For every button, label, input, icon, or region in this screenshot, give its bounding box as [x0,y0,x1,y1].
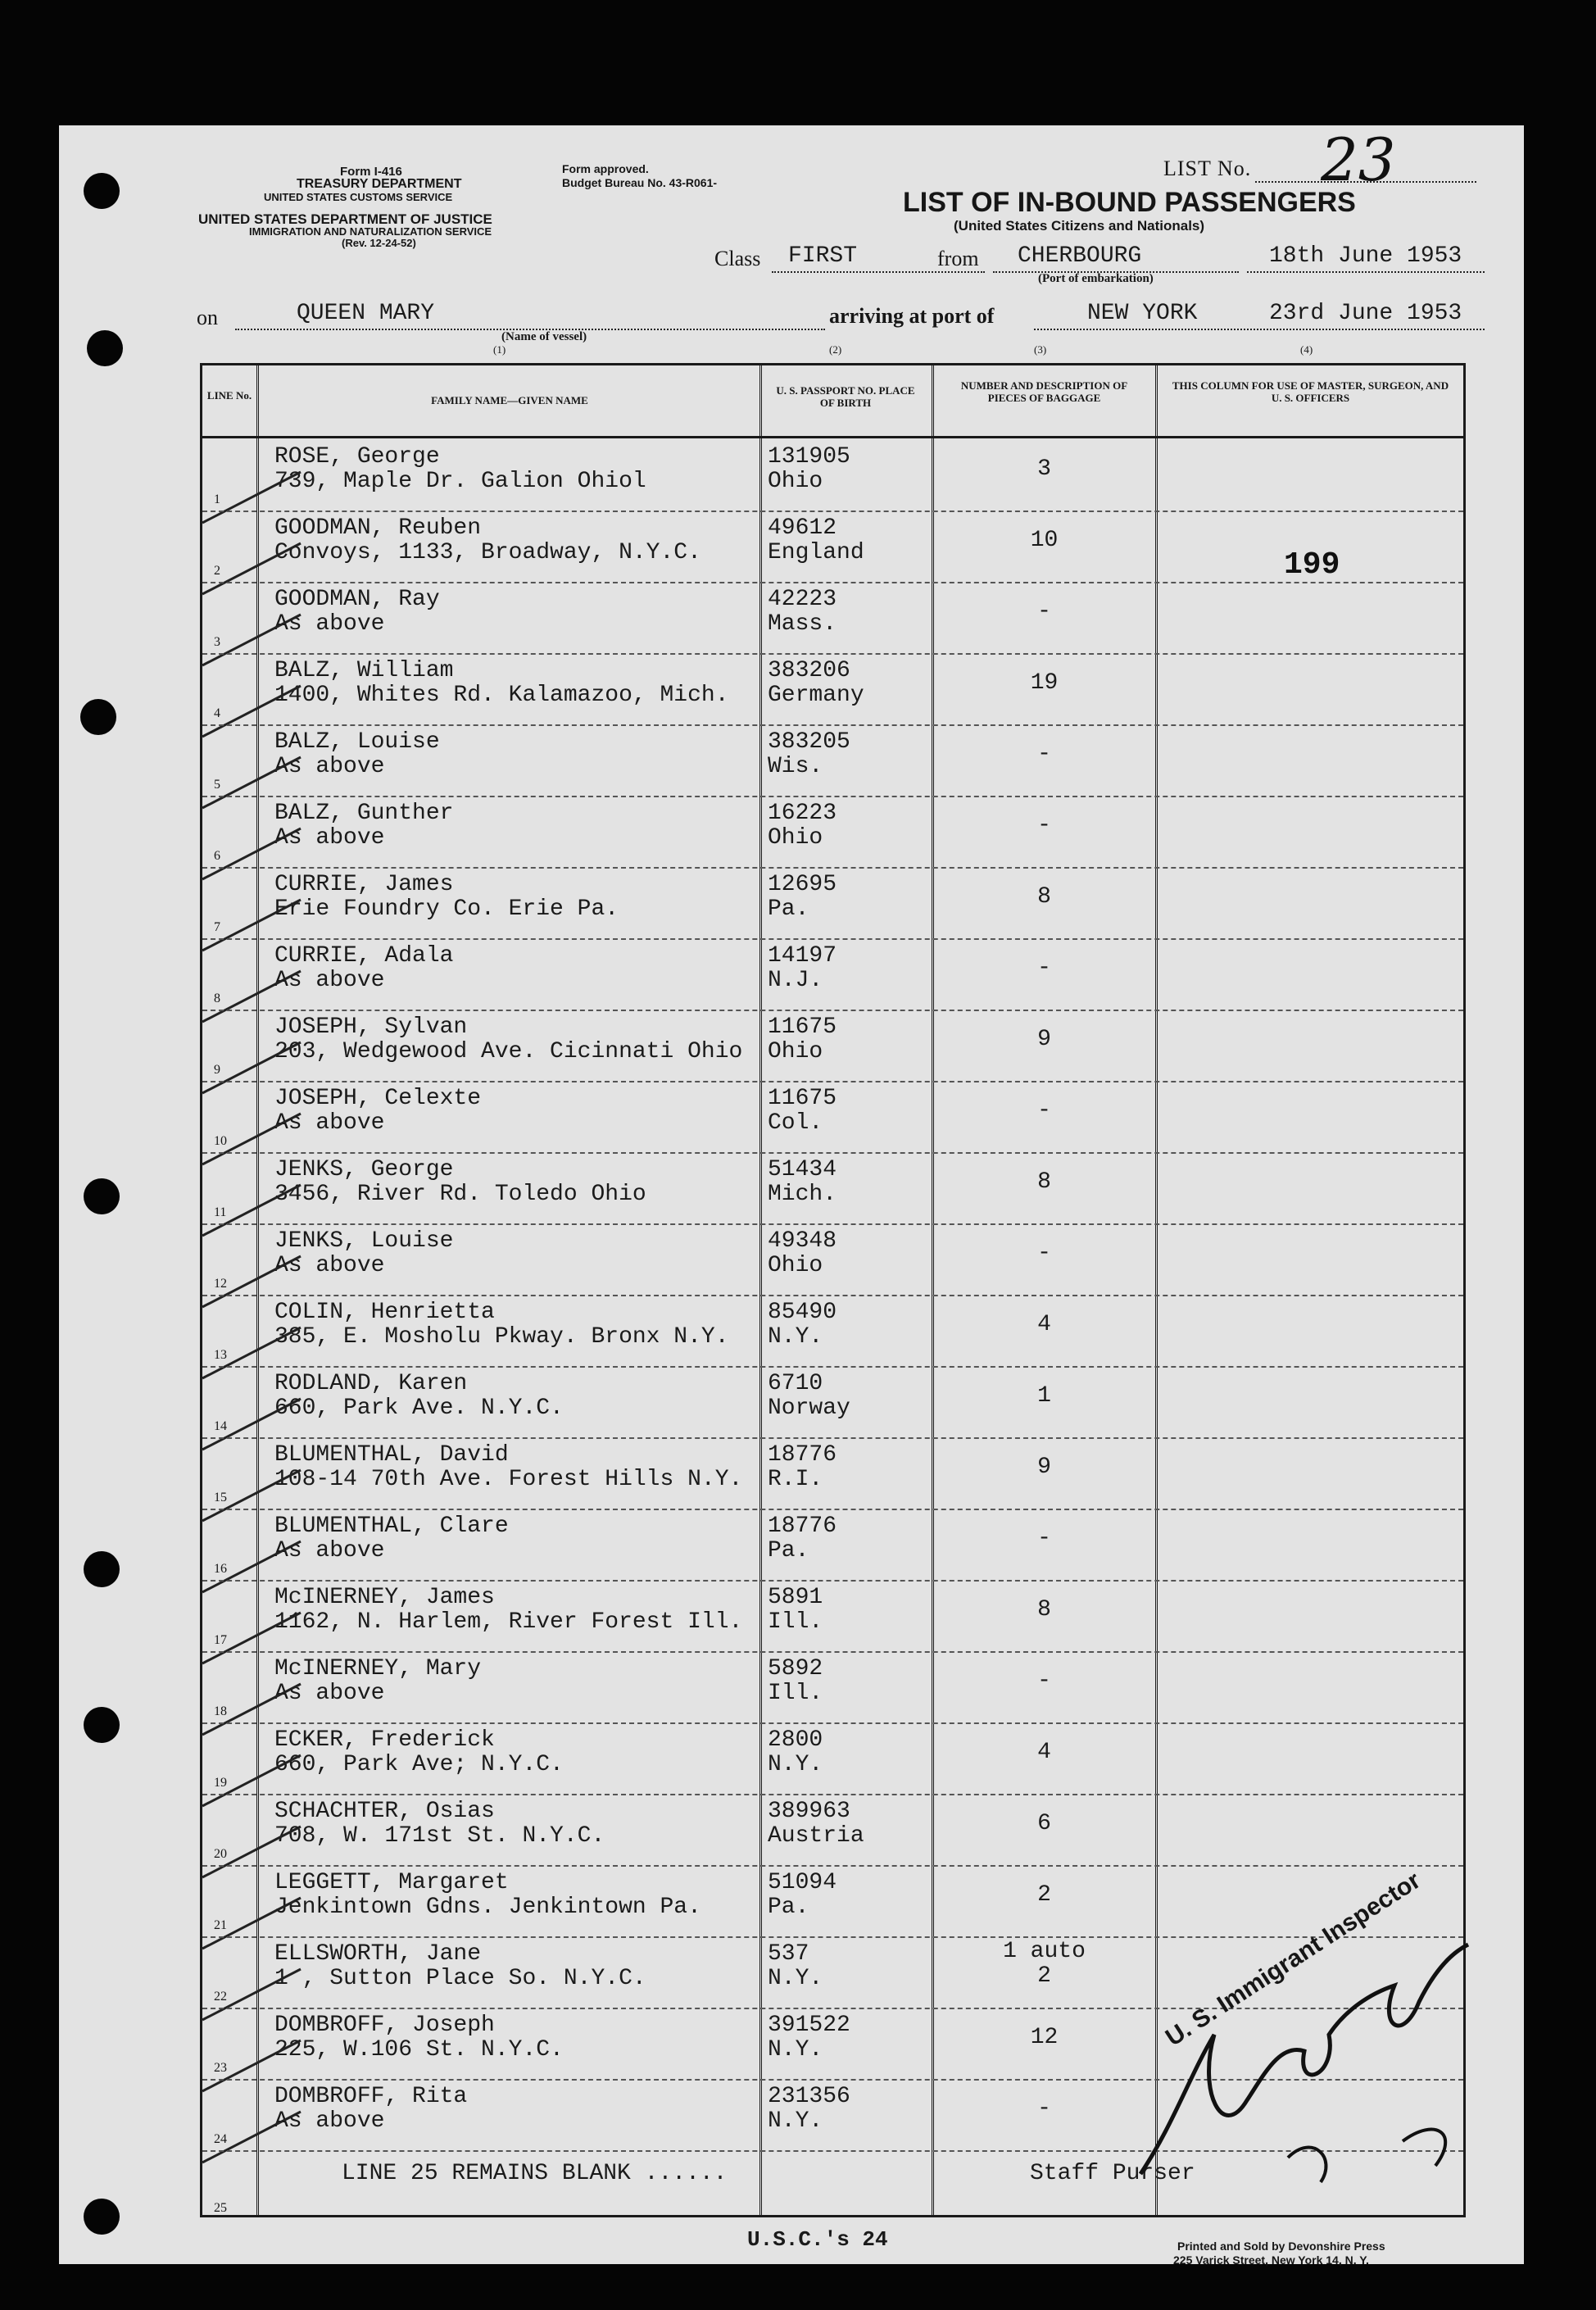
list-no-label: LIST No. [1163,157,1252,180]
table-row [202,1651,1463,1722]
baggage-count: - [1037,955,1051,981]
baggage-count: 8 [1037,1597,1051,1622]
passenger-address: 385, E. Mosholu Pkway. Bronx N.Y. [274,1324,729,1350]
passport-number: 18776 [768,1514,837,1539]
baggage-count: 2 [1037,1882,1051,1908]
budget-bureau: Budget Bureau No. 43-R061- [562,176,718,189]
inspector-stamp: U. S. Immigrant Inspector [1161,1867,1426,2052]
passenger-address: Erie Foundry Co. Erie Pa. [274,896,619,922]
passport-number: 11675 [768,1086,837,1111]
col-header-baggage: NUMBER AND DESCRIPTION OF PIECES OF BAGGAGE [960,379,1128,404]
passport-number: 51434 [768,1157,837,1182]
vessel-value: QUEEN MARY [297,301,435,326]
passenger-name: BLUMENTHAL, David [274,1442,509,1468]
form-approved: Form approved. [562,162,649,175]
page-subtitle: (United States Citizens and Nationals) [954,218,1205,234]
passenger-address: 660, Park Ave. N.Y.C. [274,1396,564,1421]
punch-hole [84,1178,120,1214]
passport-number: 5892 [768,1656,823,1681]
passport-number: 383206 [768,658,850,683]
arriving-label: arriving at port of [829,304,995,328]
passport-number: 16223 [768,801,837,826]
line-number: 2 [214,564,220,578]
table-row [202,724,1463,796]
passenger-address: As above [274,1110,385,1136]
line-number: 22 [214,1990,227,2004]
baggage-count: 6 [1037,1811,1051,1836]
passenger-address: 203, Wedgewood Ave. Cicinnati Ohio [274,1039,743,1064]
place-of-birth: Ohio [768,1253,823,1278]
list-no-value: 23 [1321,125,1396,194]
table-row [202,439,1463,511]
place-of-birth: N.Y. [768,2037,823,2063]
passport-number: 49612 [768,515,837,541]
arrival-port: NEW YORK [1087,301,1198,326]
table-row [202,1722,1463,1794]
place-of-birth: Ohio [768,825,823,851]
baggage-count: 12 [1030,2025,1059,2050]
port-caption: (Port of embarkation) [1038,272,1154,285]
place-of-birth: Germany [768,683,864,708]
signature [1124,1912,1517,2207]
passport-number: 391522 [768,2013,850,2038]
line-25-text: LINE 25 REMAINS BLANK ...... [342,2161,728,2186]
line-number: 3 [214,635,220,649]
line-number: 17 [214,1633,227,1647]
column-number: (2) [829,343,842,356]
passenger-address: 108-14 70th Ave. Forest Hills N.Y. [274,1467,743,1492]
punch-hole [84,1707,120,1743]
baggage-count: 1 [1037,1383,1051,1409]
table-row [202,582,1463,653]
line-number: 23 [214,2061,227,2075]
passport-number: 383205 [768,729,850,755]
passport-number: 12695 [768,872,837,897]
line-number: 6 [214,849,220,863]
table-row [202,938,1463,1010]
passenger-name: BALZ, William [274,658,454,683]
punch-hole [84,1551,120,1587]
passport-number: 231356 [768,2084,850,2109]
table-row [202,653,1463,724]
place-of-birth: N.Y. [768,1966,823,1991]
passenger-address: 225, W.106 St. N.Y.C. [274,2037,564,2063]
col-header-line: LINE No. [206,389,252,402]
passport-number: 51094 [768,1870,837,1895]
revision: (Rev. 12-24-52) [342,237,416,249]
passenger-address: 3456, River Rd. Toledo Ohio [274,1182,646,1207]
department-of-justice: UNITED STATES DEPARTMENT OF JUSTICE [198,211,492,227]
table-row [202,1081,1463,1152]
passport-number: 131905 [768,444,850,470]
departure-date-line [1247,271,1485,273]
table-row [202,1580,1463,1651]
passenger-name: JENKS, George [274,1157,454,1182]
punch-hole [80,699,116,735]
table-row [202,1366,1463,1437]
line-number: 5 [214,778,220,792]
passport-number: 18776 [768,1442,837,1468]
baggage-count: 8 [1037,884,1051,910]
baggage-count: - [1037,1098,1051,1123]
place-of-birth: Ill. [768,1609,823,1635]
line-number: 15 [214,1491,227,1504]
baggage-count: 1 auto 2 [1003,1939,1086,1989]
passport-number: 11675 [768,1014,837,1040]
line-number: 19 [214,1776,227,1790]
passenger-name: JOSEPH, Celexte [274,1086,482,1111]
baggage-count: 19 [1030,670,1059,696]
line-number: 9 [214,1063,220,1077]
place-of-birth: N.J. [768,968,823,993]
place-of-birth: Wis. [768,754,823,779]
baggage-count: - [1037,1241,1051,1266]
document-page [59,125,1524,2267]
punch-hole [87,330,123,366]
place-of-birth: Mich. [768,1182,837,1207]
passenger-address: Jenkintown Gdns. Jenkintown Pa. [274,1895,701,1920]
passenger-name: BALZ, Louise [274,729,440,755]
place-of-birth: N.Y. [768,2108,823,2134]
table-row [202,1295,1463,1366]
departure-date: 18th June 1953 [1269,243,1462,269]
treasury-department: TREASURY DEPARTMENT [297,177,462,191]
table-row [202,1010,1463,1081]
line-number: 24 [214,2132,227,2146]
from-value: CHERBOURG [1018,243,1142,269]
baggage-count: - [1037,1526,1051,1551]
baggage-count: - [1037,813,1051,838]
passenger-address: Convoys, 1133, Broadway, N.Y.C. [274,540,701,565]
line-number: 14 [214,1419,227,1433]
passenger-name: SCHACHTER, Osias [274,1799,495,1824]
baggage-count: - [1037,599,1051,624]
passenger-name: RODLAND, Karen [274,1371,468,1396]
staff-purser: Staff Purser [1030,2161,1195,2186]
passenger-address: As above [274,1538,385,1563]
line-number: 10 [214,1134,227,1148]
table-row [202,511,1463,582]
passenger-name: DOMBROFF, Rita [274,2084,468,2109]
passenger-name: ELLSWORTH, Jane [274,1941,482,1967]
passenger-address: As above [274,825,385,851]
passenger-name: JOSEPH, Sylvan [274,1014,468,1040]
passenger-name: GOODMAN, Reuben [274,515,482,541]
place-of-birth: Col. [768,1110,823,1136]
printer-line: Printed and Sold by Devonshire Press [1177,2240,1385,2253]
place-of-birth: Austria [768,1823,864,1849]
baggage-count: 3 [1037,456,1051,482]
table-row [202,1223,1463,1295]
passenger-name: BLUMENTHAL, Clare [274,1514,509,1539]
passenger-address: As above [274,611,385,637]
immigration-service: IMMIGRATION AND NATURALIZATION SERVICE [249,225,492,238]
place-of-birth: Ill. [768,1681,823,1706]
place-of-birth: Pa. [768,896,809,922]
passenger-name: ROSE, George [274,444,440,470]
class-value: FIRST [788,243,858,269]
place-of-birth: N.Y. [768,1324,823,1350]
passenger-address: As above [274,968,385,993]
class-line [772,271,985,273]
passenger-name: JENKS, Louise [274,1228,454,1254]
passenger-name: LEGGETT, Margaret [274,1870,509,1895]
table-row [202,867,1463,938]
passport-number: 49348 [768,1228,837,1254]
line-number: 8 [214,992,220,1005]
passport-number: 2800 [768,1727,823,1753]
line-number: 7 [214,920,220,934]
passenger-address: 660, Park Ave; N.Y.C. [274,1752,564,1777]
table-row [202,1794,1463,1865]
punch-hole [84,2199,120,2235]
table-row [202,1437,1463,1509]
place-of-birth: Pa. [768,1538,809,1563]
punch-hole [84,173,120,209]
passport-number: 537 [768,1941,809,1967]
passport-number: 389963 [768,1799,850,1824]
line-number: 4 [214,706,220,720]
table-row [202,1152,1463,1223]
line-number: 25 [214,2201,227,2215]
arrival-date: 23rd June 1953 [1269,301,1462,326]
passenger-name: BALZ, Gunther [274,801,454,826]
table-row [202,796,1463,867]
passport-number: 6710 [768,1371,823,1396]
page-title: LIST OF IN-BOUND PASSENGERS [903,187,1356,218]
col-header-passport: U. S. PASSPORT NO. PLACE OF BIRTH [776,384,915,409]
passenger-name: GOODMAN, Ray [274,587,440,612]
baggage-count: 9 [1037,1455,1051,1480]
place-of-birth: Ohio [768,469,823,494]
passenger-name: DOMBROFF, Joseph [274,2013,495,2038]
place-of-birth: R.I. [768,1467,823,1492]
on-label: on [197,306,218,329]
baggage-count: 8 [1037,1169,1051,1195]
passport-number: 42223 [768,587,837,612]
col-header-name: FAMILY NAME—GIVEN NAME [431,394,588,406]
passenger-address: As above [274,1681,385,1706]
passport-number: 85490 [768,1300,837,1325]
passenger-address: 1 , Sutton Place So. N.Y.C. [274,1966,646,1991]
passenger-name: COLIN, Henrietta [274,1300,495,1325]
passport-number: 5891 [768,1585,823,1610]
passenger-name: ECKER, Frederick [274,1727,495,1753]
table-row [202,1509,1463,1580]
passenger-address: 1400, Whites Rd. Kalamazoo, Mich. [274,683,729,708]
passenger-name: CURRIE, James [274,872,454,897]
baggage-count: 4 [1037,1740,1051,1765]
header-divider [202,436,1463,438]
officer-number: 199 [1284,547,1340,583]
place-of-birth: Norway [768,1396,850,1421]
line-number: 21 [214,1918,227,1932]
place-of-birth: Ohio [768,1039,823,1064]
form-number: Form I-416 [340,165,402,179]
baggage-count: 4 [1037,1312,1051,1337]
from-label: from [937,247,979,270]
passenger-address: As above [274,754,385,779]
baggage-count: 10 [1030,528,1059,553]
customs-service: UNITED STATES CUSTOMS SERVICE [264,191,453,203]
line-number: 12 [214,1277,227,1291]
printer-line: 225 Varick Street, New York 14, N. Y. [1173,2253,1369,2267]
passenger-name: CURRIE, Adala [274,943,454,969]
place-of-birth: N.Y. [768,1752,823,1777]
place-of-birth: England [768,540,864,565]
line-number: 1 [214,492,220,506]
passenger-address: As above [274,2108,385,2134]
column-number: (3) [1034,343,1047,356]
line-number: 13 [214,1348,227,1362]
vessel-caption: (Name of vessel) [501,330,587,343]
line-number: 11 [214,1205,227,1219]
passport-number: 14197 [768,943,837,969]
baggage-count: - [1037,1668,1051,1694]
class-label: Class [714,247,761,270]
passenger-address: As above [274,1253,385,1278]
place-of-birth: Pa. [768,1895,809,1920]
line-number: 18 [214,1704,227,1718]
baggage-count: - [1037,742,1051,767]
passenger-name: McINERNEY, James [274,1585,495,1610]
col-header-officers: THIS COLUMN FOR USE OF MASTER, SURGEON, AND U. S. OFFICERS [1172,379,1449,404]
place-of-birth: Mass. [768,611,837,637]
passenger-address: 1162, N. Harlem, River Forest Ill. [274,1609,743,1635]
arrival-port-line [1034,329,1485,330]
passenger-address: 708, W. 171st St. N.Y.C. [274,1823,605,1849]
baggage-count: 9 [1037,1027,1051,1052]
line-number: 16 [214,1562,227,1576]
usc-number: U.S.C.'s 24 [747,2227,888,2252]
baggage-count: - [1037,2096,1051,2122]
column-number: (1) [493,343,506,356]
line-number: 20 [214,1847,227,1861]
passenger-address: 739, Maple Dr. Galion Ohiol [274,469,646,494]
passenger-name: McINERNEY, Mary [274,1656,482,1681]
column-number: (4) [1300,343,1313,356]
